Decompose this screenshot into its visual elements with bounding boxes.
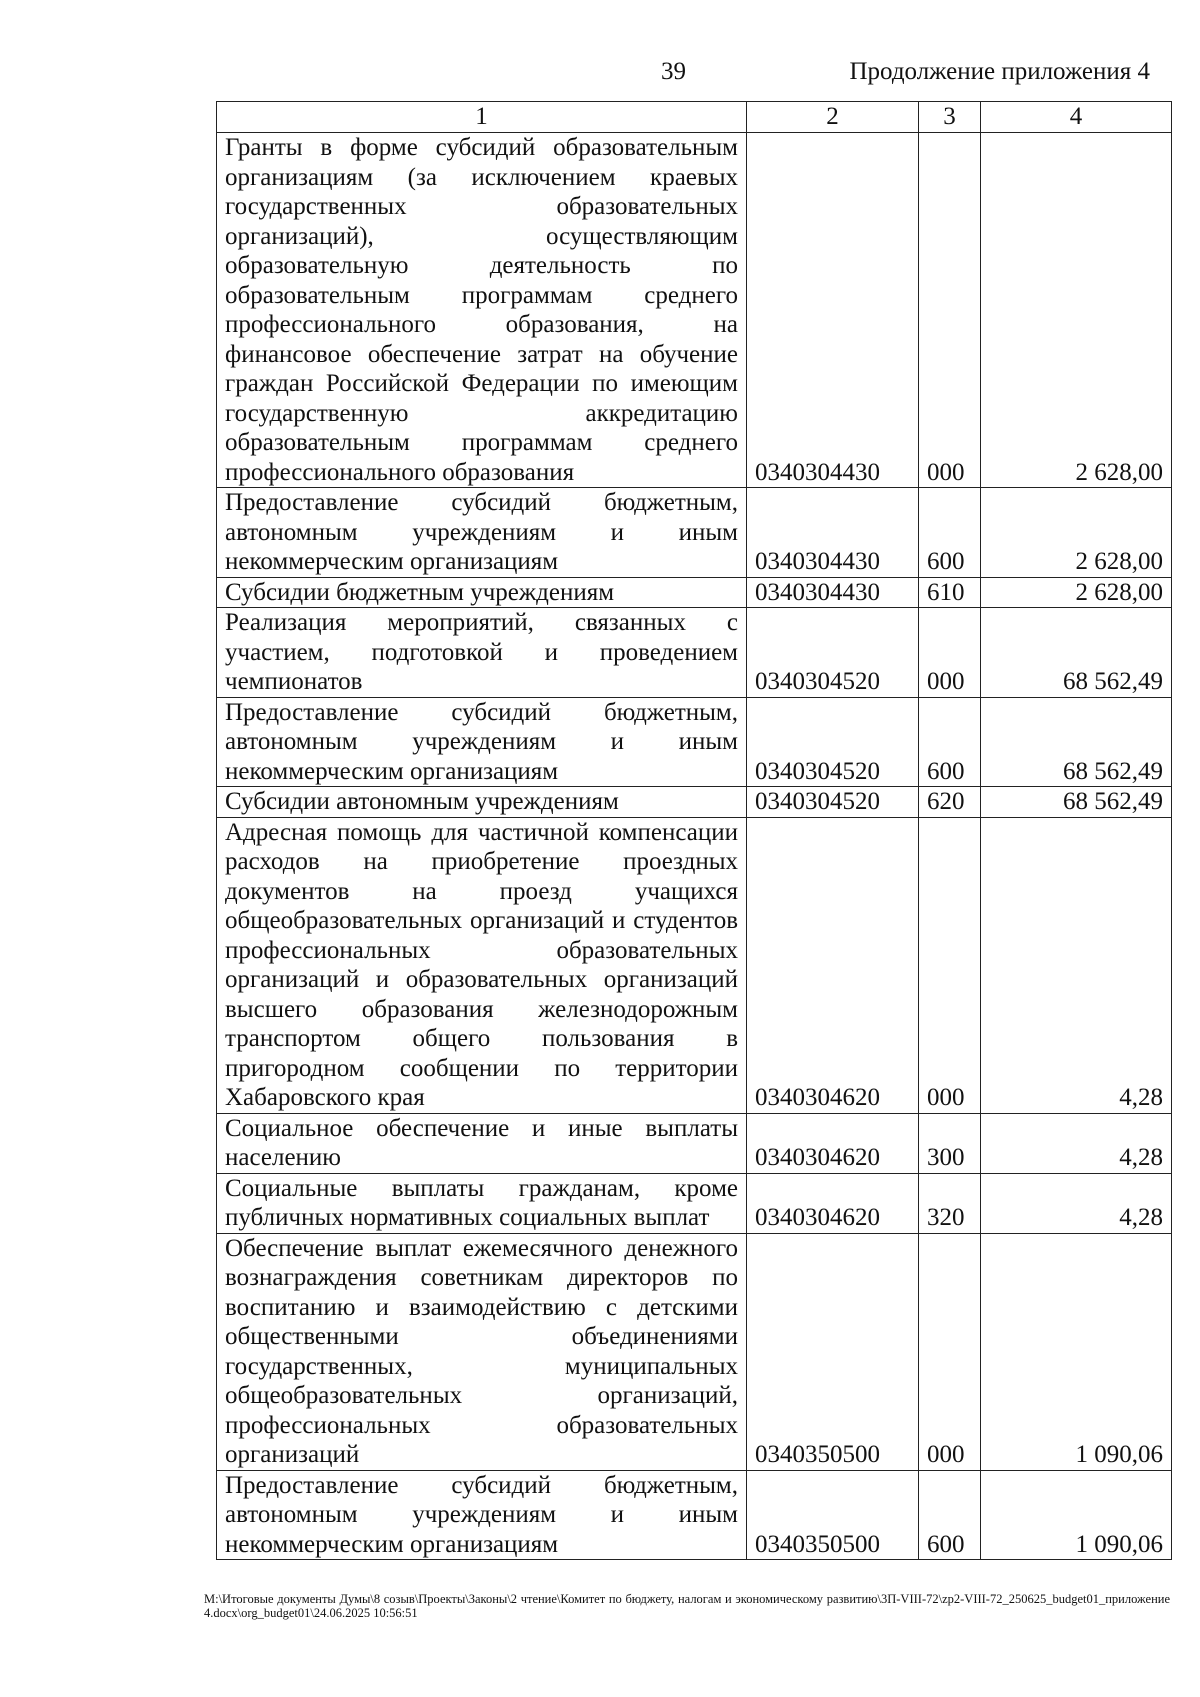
row-code: 0340304520 — [747, 697, 919, 787]
row-name: Предоставление субсидий бюджетным, автономным учреждениям и иным некоммерческим организациям — [217, 488, 747, 578]
row-code: 0340350500 — [747, 1470, 919, 1560]
table-row — [217, 133, 1172, 488]
row-code: 0340304620 — [747, 817, 919, 1113]
row-amount: 4,28 — [981, 1113, 1172, 1173]
appendix-continuation-label: Продолжение приложения 4 — [849, 58, 1150, 85]
table-row — [217, 1470, 1172, 1560]
table-header-row — [217, 102, 1172, 133]
document-path-footer: M:\Итоговые документы Думы\8 созыв\Проекты\Законы\2 чтение\Комитет по бюджету, налогам и экономическому развитию\3П-VIII-72\zp2-VIII-72_250625_budget01_приложение4.docx\org_budget01\24.06.2025 10:56:51 — [204, 1592, 1170, 1620]
row-code: 0340304520 — [747, 608, 919, 698]
row-amount: 2 628,00 — [981, 488, 1172, 578]
column-header-3: 3 — [919, 102, 981, 133]
row-code: 0340304620 — [747, 1113, 919, 1173]
row-type: 600 — [919, 697, 981, 787]
row-type: 300 — [919, 1113, 981, 1173]
table-row — [217, 697, 1172, 787]
row-amount: 68 562,49 — [981, 697, 1172, 787]
row-amount: 1 090,06 — [981, 1470, 1172, 1560]
column-header-4: 4 — [981, 102, 1172, 133]
table-row — [217, 817, 1172, 1113]
table-row — [217, 1233, 1172, 1470]
row-amount: 1 090,06 — [981, 1233, 1172, 1470]
table-row — [217, 787, 1172, 818]
row-code: 0340304430 — [747, 133, 919, 488]
row-amount: 4,28 — [981, 1173, 1172, 1233]
column-header-2: 2 — [747, 102, 919, 133]
row-type: 000 — [919, 1233, 981, 1470]
row-name: Предоставление субсидий бюджетным, автономным учреждениям и иным некоммерческим организациям — [217, 697, 747, 787]
table-row — [217, 608, 1172, 698]
table-row — [217, 1113, 1172, 1173]
row-code: 0340304430 — [747, 488, 919, 578]
row-amount: 4,28 — [981, 817, 1172, 1113]
row-name: Социальные выплаты гражданам, кроме публичных нормативных социальных выплат — [217, 1173, 747, 1233]
row-code: 0340350500 — [747, 1233, 919, 1470]
row-type: 000 — [919, 133, 981, 488]
row-name: Гранты в форме субсидий образовательным организациям (за исключением краевых государственных образовательных организаций), осуществляющим образовательную деятельность по образовательным программам среднего профессионального образования, на финансовое обеспечение затрат на обучение граждан Российской Федерации по имеющим государственную аккредитацию образовательным программам среднего профессионального образования — [217, 133, 747, 488]
row-type: 620 — [919, 787, 981, 818]
row-type: 610 — [919, 577, 981, 608]
row-code: 0340304620 — [747, 1173, 919, 1233]
table-row — [217, 1173, 1172, 1233]
row-amount: 68 562,49 — [981, 787, 1172, 818]
row-name: Социальное обеспечение и иные выплаты населению — [217, 1113, 747, 1173]
row-amount: 68 562,49 — [981, 608, 1172, 698]
row-type: 000 — [919, 608, 981, 698]
row-name: Субсидии автономным учреждениям — [217, 787, 747, 818]
column-header-1: 1 — [217, 102, 747, 133]
row-type: 000 — [919, 817, 981, 1113]
budget-table — [216, 101, 1172, 1560]
row-type: 600 — [919, 1470, 981, 1560]
row-type: 600 — [919, 488, 981, 578]
page-number: 39 — [661, 58, 686, 85]
row-amount: 2 628,00 — [981, 133, 1172, 488]
row-code: 0340304430 — [747, 577, 919, 608]
row-name: Предоставление субсидий бюджетным, автономным учреждениям и иным некоммерческим организациям — [217, 1470, 747, 1560]
row-amount: 2 628,00 — [981, 577, 1172, 608]
row-name: Обеспечение выплат ежемесячного денежного вознаграждения советникам директоров по воспитанию и взаимодействию с детскими общественными объединениями государственных, муниципальных общеобразовательных организаций, профессиональных образовательных организаций — [217, 1233, 747, 1470]
table-row — [217, 488, 1172, 578]
row-type: 320 — [919, 1173, 981, 1233]
row-name: Реализация мероприятий, связанных с участием, подготовкой и проведением чемпионатов — [217, 608, 747, 698]
table-row — [217, 577, 1172, 608]
row-name: Субсидии бюджетным учреждениям — [217, 577, 747, 608]
row-code: 0340304520 — [747, 787, 919, 818]
row-name: Адресная помощь для частичной компенсации расходов на приобретение проездных документов на проезд учащихся общеобразовательных организаций и студентов профессиональных образовательных организаций и образовательных организаций высшего образования железнодорожным транспортом общего пользования в пригородном сообщении по территории Хабаровского края — [217, 817, 747, 1113]
